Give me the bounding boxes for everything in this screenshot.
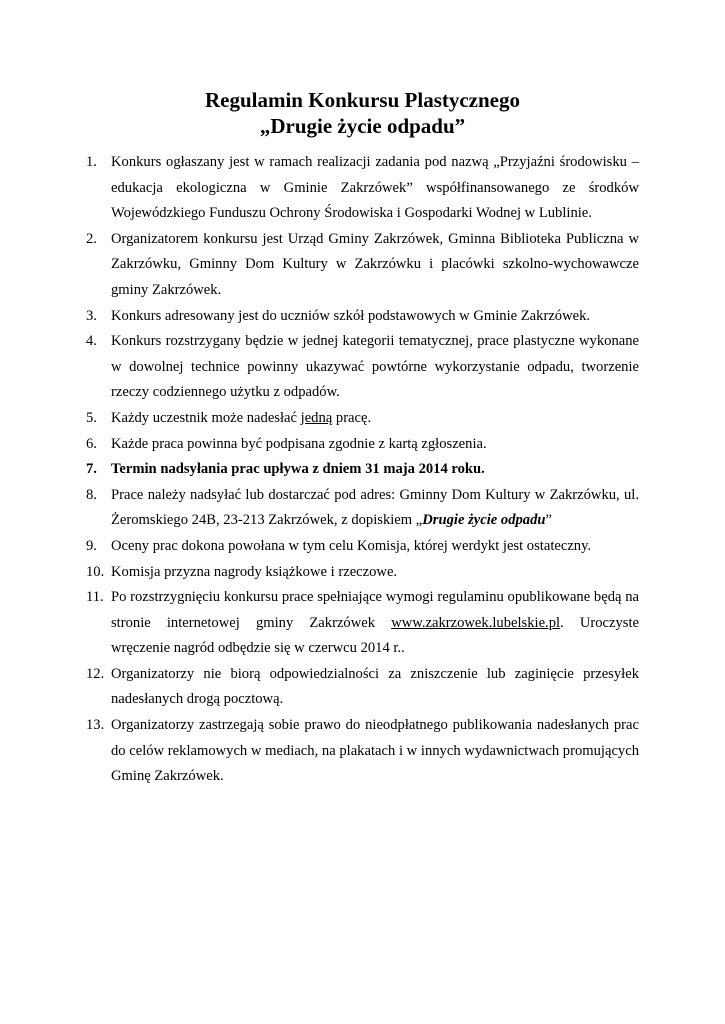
rule-text: Komisja przyzna nagrody książkowe i rzeczowe. (111, 563, 398, 580)
rule-text (111, 585, 639, 662)
rule-text: Konkurs ogłaszany jest w ramach realizacji zadania pod nazwą „Przyjaźni środowisku – edukacja ekologiczna w Gminie Zakrzówek” współfinansowanego ze środków Wojewódzkiego Funduszu Ochrony Środowiska i Gospodarki Wodnej w Lublinie. (111, 154, 639, 222)
rule-text: Oceny prac dokona powołana w tym celu Komisja, której werdykt jest ostateczny. (111, 537, 592, 554)
rule-item-13 (86, 713, 639, 790)
document-title-line1: Regulamin Konkursu Plastycznego (204, 88, 521, 112)
rule-number: 1. (86, 154, 97, 170)
rule-number: 12. (86, 665, 105, 682)
rule-text: Organizatorem konkursu jest Urząd Gminy Zakrzówek, Gminna Biblioteka Publiczna w Zakrzówku, Gminny Dom Kultury w Zakrzówku i placówki szkolno-wychowawcze gminy Zakrzówek. (111, 230, 639, 298)
rule-number: 10. (86, 563, 105, 580)
rule-text (111, 483, 639, 534)
rule-number: 11. (86, 589, 104, 606)
rules-list (86, 150, 639, 790)
rule-item-7-deadline (86, 457, 639, 483)
rule-item-10 (86, 560, 639, 586)
rule-number: 2. (86, 230, 97, 247)
document-title-line2: „Drugie życie odpadu” (259, 114, 466, 138)
rule-item-4 (86, 329, 639, 406)
rule-number: 6. (86, 435, 97, 452)
rule-number: 5. (86, 409, 97, 426)
rule-number: 13. (86, 717, 105, 734)
rule-text-before: Każdy uczestnik może nadesłać (111, 409, 301, 426)
rule-item-6 (86, 432, 639, 458)
rule-text-before: Po rozstrzygnięciu konkursu prace spełniające wymogi regulaminu opublikowane będą na stronie internetowej gminy Zakrzówek (111, 589, 639, 631)
rule-item-5 (86, 406, 639, 432)
rule-text-after: ” (545, 512, 552, 529)
rule-text: Konkurs adresowany jest do uczniów szkół podstawowych w Gminie Zakrzówek. (111, 307, 591, 324)
rule-text: Termin nadsyłania prac upływa z dniem 31 maja 2014 roku. (111, 461, 485, 478)
rule-item-2 (86, 227, 639, 304)
rule-number: 8. (86, 486, 97, 503)
rule-item-1 (86, 150, 639, 227)
rule-text-after: pracę. (332, 409, 372, 426)
rule-item-8 (86, 483, 639, 534)
rule-text: Każde praca powinna być podpisana zgodnie z kartą zgłoszenia. (111, 435, 487, 452)
rule-text-before: Prace należy nadsyłać lub dostarczać pod adres: Gminny Dom Kultury w Zakrzówku, ul. Żeromskiego 24B, 23-213 Zakrzówek, z dopiskiem „ (111, 486, 639, 529)
rule-underlined-word: jedną (300, 409, 333, 426)
rule-text-after: . Uroczyste wręczenie nagród odbędzie się w czerwcu 2014 r.. (111, 614, 639, 657)
rule-number: 7. (86, 461, 97, 478)
rule-item-3 (86, 304, 639, 330)
website-link[interactable]: www.zakrzowek.lubelskie.pl (391, 614, 561, 631)
rule-item-11 (86, 585, 639, 662)
rule-text: Organizatorzy nie biorą odpowiedzialności za zniszczenie lub zaginięcie przesyłek nadesłanych drogą pocztową. (111, 665, 639, 708)
rule-text: Organizatorzy zastrzegają sobie prawo do nieodpłatnego publikowania nadesłanych prac do celów reklamowych w mediach, na plakatach i w innych wydawnictwach promujących Gminę Zakrzówek. (111, 717, 639, 785)
rule-number: 4. (86, 333, 97, 350)
rule-item-12 (86, 662, 639, 713)
rule-emphasis: Drugie życie odpadu (422, 512, 546, 529)
rule-number: 3. (86, 307, 97, 324)
rule-text: Konkurs rozstrzygany będzie w jednej kategorii tematycznej, prace plastyczne wykonane w dowolnej technice powinny ukazywać powtórne wykorzystanie odpadu, tworzenie rzeczy codziennego użytku z odpadów. (111, 333, 639, 401)
rule-item-9 (86, 534, 639, 560)
rule-text (111, 406, 639, 432)
rule-number: 9. (86, 537, 97, 554)
